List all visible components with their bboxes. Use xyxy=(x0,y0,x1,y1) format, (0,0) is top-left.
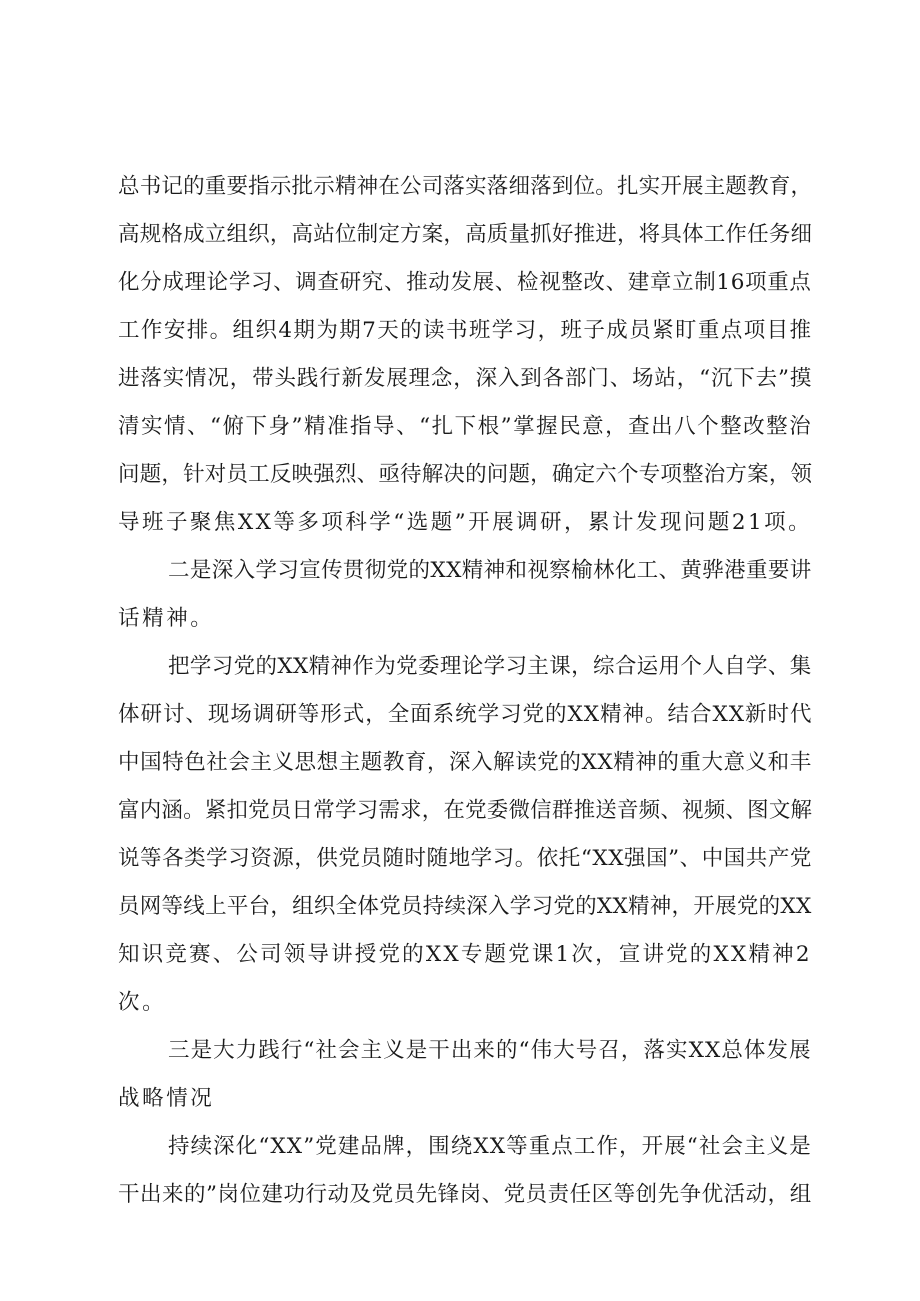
text-line: 干出来的”岗位建功行动及党员先锋岗、党员责任区等创先争优活动，组 xyxy=(118,1182,812,1207)
text-line: 问题，针对员工反映强烈、亟待解决的问题，确定六个专项整治方案，领 xyxy=(118,462,813,487)
text-line: 清实情、“俯下身”精准指导、“扎下根”掌握民意，查出八个整改整治 xyxy=(118,414,813,439)
section-heading-line: 三是大力践行“社会主义是干出来的“伟大号召，落实XX总体发展 xyxy=(168,1038,812,1063)
text-line: 体研讨、现场调研等形式，全面系统学习党的XX精神。结合XX新时代 xyxy=(118,702,813,727)
text-line: 员网等线上平台，组织全体党员持续深入学习党的XX精神，开展党的XX xyxy=(118,894,812,919)
text-line: 总书记的重要指示批示精神在公司落实落细落到位。扎实开展主题教育， xyxy=(118,174,813,199)
text-line: 说等各类学习资源，供党员随时随地学习。依托“XX强国”、中国共产党 xyxy=(118,846,812,871)
section-heading-line: 话精神。 xyxy=(118,606,215,631)
text-line: 高规格成立组织，高站位制定方案，高质量抓好推进，将具体工作任务细 xyxy=(118,222,813,247)
text-line: 持续深化“XX”党建品牌，围绕XX等重点工作，开展“社会主义是 xyxy=(168,1134,812,1159)
text-line: 把学习党的XX精神作为党委理论学习主课，综合运用个人自学、集 xyxy=(168,654,812,679)
section-heading-line: 战略情况 xyxy=(118,1086,215,1111)
text-line: 知识竞赛、公司领导讲授党的XX专题党课1次，宣讲党的XX精神2 xyxy=(118,942,812,967)
text-line: 化分成理论学习、调查研究、推动发展、检视整改、建章立制16项重点 xyxy=(118,270,812,295)
text-line: 富内涵。紧扣党员日常学习需求，在党委微信群推送音频、视频、图文解 xyxy=(118,798,813,823)
text-line: 中国特色社会主义思想主题教育，深入解读党的XX精神的重大意义和丰 xyxy=(118,750,812,775)
text-line: 导班子聚焦XX等多项科学“选题”开展调研，累计发现问题21项。 xyxy=(118,510,813,535)
section-heading-line: 二是深入学习宣传贯彻党的XX精神和视察榆林化工、黄骅港重要讲 xyxy=(168,558,812,583)
text-line: 次。 xyxy=(118,990,167,1015)
text-line: 进落实情况，带头践行新发展理念，深入到各部门、场站，“沉下去”摸 xyxy=(118,366,813,391)
text-line: 工作安排。组织4期为期7天的读书班学习，班子成员紧盯重点项目推 xyxy=(118,318,813,343)
